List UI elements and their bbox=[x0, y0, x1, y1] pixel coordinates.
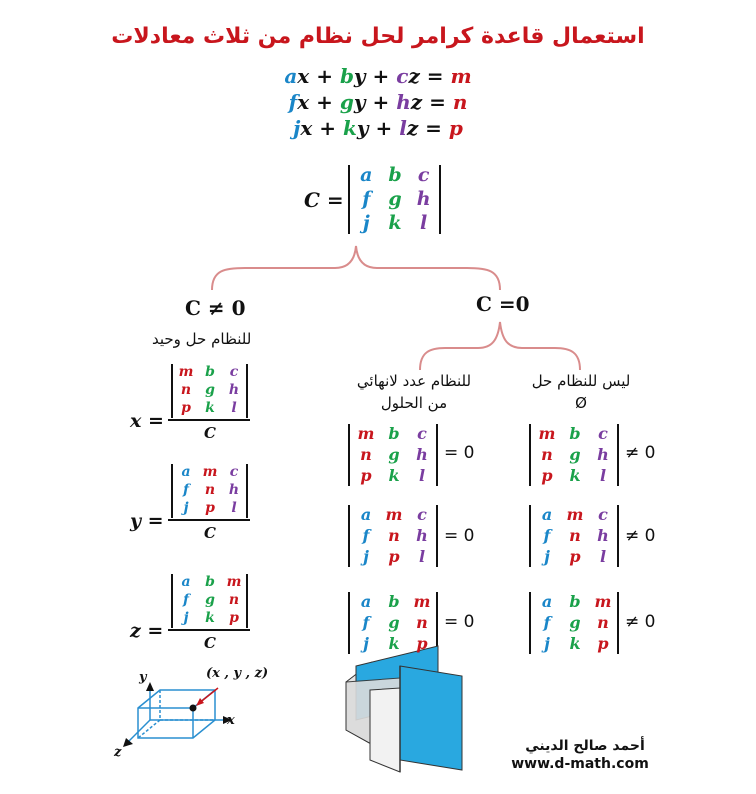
author-name: أحمد صالح الديني bbox=[525, 738, 645, 754]
middle-matrix-x: m b c n g h p k l bbox=[357, 424, 428, 485]
equation-3: jx + ky + lz = p bbox=[293, 116, 463, 140]
nonzero-condition: C ≠ 0 bbox=[185, 296, 246, 320]
z-solution-label: z = bbox=[130, 620, 164, 642]
nonzero-result-3: ≠ 0 bbox=[625, 612, 656, 632]
zero-condition: C =0 bbox=[476, 292, 530, 316]
solution-point bbox=[190, 705, 197, 712]
right-matrix-z: a b m f g n j k p bbox=[541, 592, 612, 653]
planes-illustration bbox=[346, 646, 462, 772]
no-solution-caption-line1: ليس للنظام حل bbox=[531, 372, 631, 390]
infinite-caption-line2: من الحلول bbox=[380, 394, 448, 412]
point-label: (x , y , z) bbox=[206, 666, 269, 681]
no-solution-caption-line2: Ø bbox=[575, 394, 587, 412]
y-numerator-matrix: a m c f n h j p l bbox=[181, 464, 240, 516]
nonzero-result-2: ≠ 0 bbox=[625, 526, 656, 546]
zero-result-3: = 0 bbox=[444, 612, 475, 632]
website-link[interactable]: www.d-math.com bbox=[511, 756, 649, 772]
equation-2: fx + gy + hz = n bbox=[288, 90, 468, 114]
zero-branch-bracket bbox=[420, 322, 580, 370]
y-axis-arrow bbox=[146, 682, 154, 691]
middle-matrix-z: a b m f g n j k p bbox=[360, 592, 431, 653]
right-matrix-y: a m c f n h j p l bbox=[541, 505, 609, 566]
right-matrix-x: m b c n g h p k l bbox=[538, 424, 609, 485]
main-branch-bracket bbox=[212, 246, 500, 290]
nonzero-result-1: ≠ 0 bbox=[625, 443, 656, 463]
infinite-caption-line1: للنظام عدد لانهائي bbox=[356, 372, 472, 390]
page-title: استعمال قاعدة كرامر لحل نظام من ثلاث معادلات bbox=[111, 24, 645, 49]
zero-result-2: = 0 bbox=[444, 526, 475, 546]
unique-solution-caption: للنظام حل وحيد bbox=[152, 330, 252, 348]
z-denominator: C bbox=[204, 634, 216, 652]
x-axis-label: x bbox=[227, 713, 235, 728]
zero-result-1: = 0 bbox=[444, 443, 475, 463]
middle-matrix-y: a m c f n h j p l bbox=[360, 505, 428, 566]
z-axis-label: z bbox=[114, 745, 122, 760]
determinant-label: C = bbox=[304, 188, 344, 212]
y-solution-label: y = bbox=[130, 510, 164, 532]
main-determinant: a b c f g h j k l bbox=[360, 164, 431, 234]
z-numerator-matrix: a b m f g n j k p bbox=[181, 574, 242, 626]
x-numerator-matrix: m b c n g h p k l bbox=[178, 364, 240, 416]
y-axis-label: y bbox=[139, 670, 147, 685]
equation-1: ax + by + cz = m bbox=[284, 64, 472, 88]
x-denominator: C bbox=[204, 424, 216, 442]
x-solution-label: x = bbox=[130, 410, 164, 432]
y-denominator: C bbox=[204, 524, 216, 542]
cube-illustration bbox=[128, 688, 225, 742]
